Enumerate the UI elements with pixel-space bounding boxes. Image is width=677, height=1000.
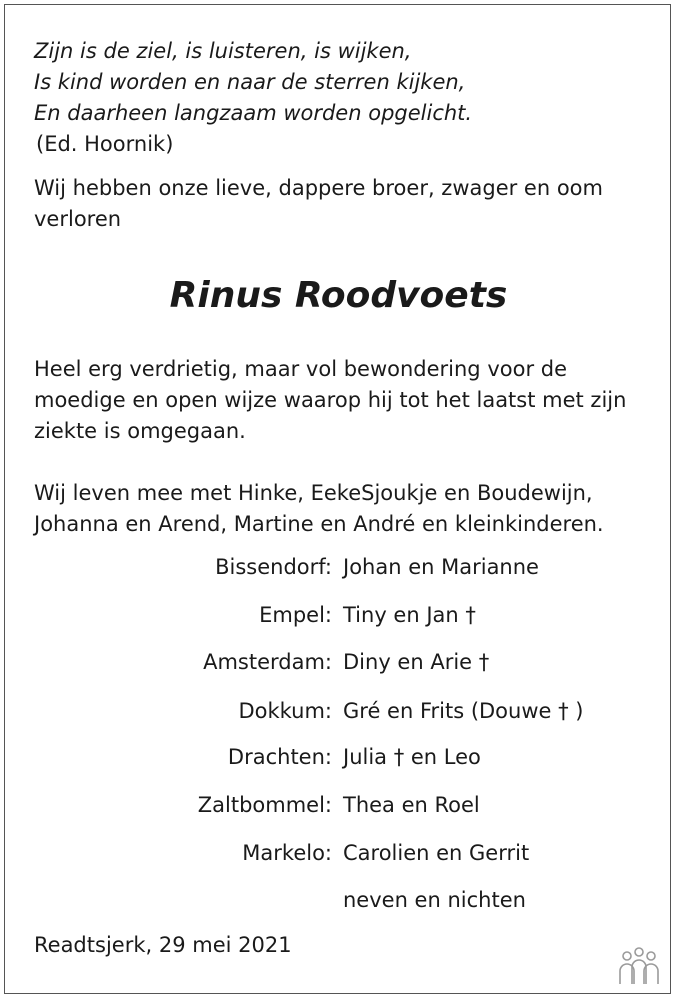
family-row: [0, 696, 677, 726]
place-date: Readtsjerk, 29 mei 2021: [34, 933, 292, 957]
tribute-paragraph: Heel erg verdrietig, maar vol bewondering voor de moedige en open wijze waarop hij tot het laatst met zijn ziekte is omgegaan.: [34, 357, 627, 443]
family-place: Drachten:: [227, 745, 332, 769]
family-row: [0, 838, 677, 868]
family-row: [0, 600, 677, 630]
family-row: [0, 742, 677, 772]
intro-text: Wij hebben onze lieve, dappere broer, zwager en oom verloren: [34, 176, 603, 231]
family-names: Diny en Arie †: [343, 650, 490, 674]
poem: [34, 36, 472, 160]
sympathy-paragraph: Wij leven mee met Hinke, EekeSjoukje en Boudewijn, Johanna en Arend, Martine en André en kleinkinderen.: [34, 481, 604, 536]
people-group-icon: [616, 944, 662, 988]
family-names: Tiny en Jan †: [343, 603, 476, 627]
family-place: Markelo:: [242, 841, 332, 865]
family-place: Bissendorf:: [215, 555, 332, 579]
family-place: Zaltbommel:: [197, 793, 332, 817]
poem-line: Zijn is de ziel, is luisteren, is wijken,: [34, 39, 412, 63]
family-names: Johan en Marianne: [343, 555, 539, 579]
family-row: [0, 552, 677, 582]
family-row: [0, 790, 677, 820]
family-names: Julia † en Leo: [343, 745, 481, 769]
deceased-name: Rinus Roodvoets: [169, 275, 508, 316]
family-names: Gré en Frits (Douwe † ): [343, 699, 584, 723]
family-place: Dokkum:: [238, 699, 332, 723]
family-place: Amsterdam:: [203, 650, 332, 674]
family-names: Carolien en Gerrit: [343, 841, 530, 865]
family-place: Empel:: [259, 603, 332, 627]
family-row: [0, 647, 677, 677]
family-names: Thea en Roel: [343, 793, 480, 817]
poem-line: Is kind worden en naar de sterren kijken,: [34, 70, 466, 94]
family-names: neven en nichten: [343, 888, 526, 912]
poem-line: En daarheen langzaam worden opgelicht.: [34, 101, 473, 125]
poem-source: (Ed. Hoornik): [36, 132, 174, 156]
family-row: [0, 885, 677, 915]
